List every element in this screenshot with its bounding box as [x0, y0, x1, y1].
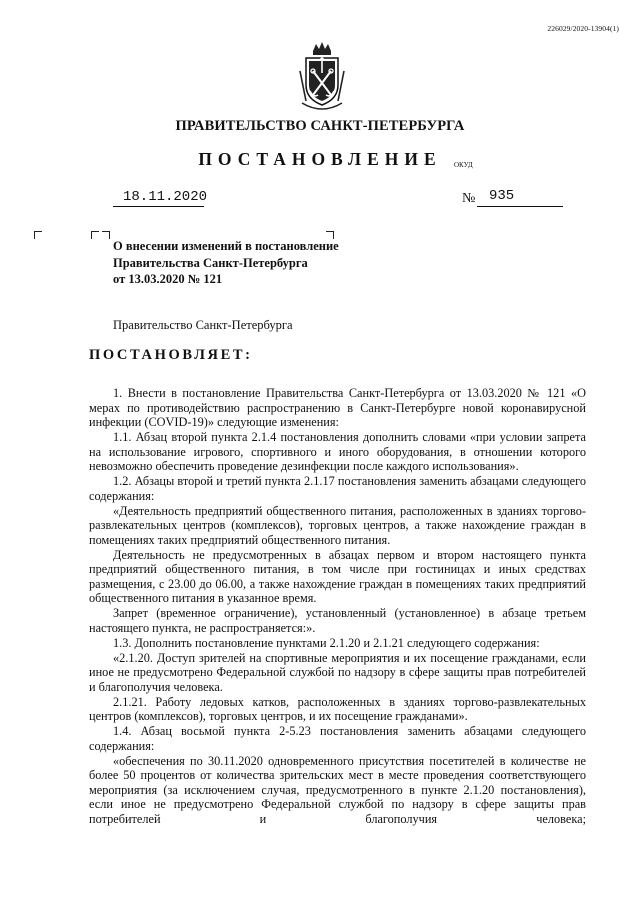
- corner-mark: [91, 231, 99, 239]
- decree-number: 935: [489, 188, 515, 204]
- decree-body: [89, 386, 586, 827]
- date-underline: [113, 206, 204, 207]
- body-paragraph: 1.2. Абзацы второй и третий пункта 2.1.17 постановления заменить абзацами следующего содержания:: [89, 474, 586, 503]
- okud-label: ОКУД: [454, 161, 473, 169]
- subject-line: Правительства Санкт-Петербурга: [113, 255, 308, 270]
- preamble: Правительство Санкт-Петербурга: [113, 318, 293, 332]
- decides-heading: ПОСТАНОВЛЯЕТ:: [89, 347, 253, 363]
- body-paragraph: Запрет (временное ограничение), установленный (установленное) в абзаце третьем настоящего пункта, не распространяется:».: [89, 606, 586, 635]
- body-paragraph: Деятельность не предусмотренных в абзацах первом и втором настоящего пункта предприятий общественного питания, в том числе при гостиницах и иных средствах размещения, с 23.00 до 06.00, а также нахождение граждан в помещениях таких предприятий общественного питания в указанное время.: [89, 547, 586, 605]
- number-sign: №: [462, 191, 476, 206]
- number-underline: [477, 206, 563, 207]
- subject-line: от 13.03.2020 № 121: [113, 272, 223, 286]
- body-paragraph: «Деятельность предприятий общественного питания, расположенных в зданиях торгово-развлекательных центров (комплексов), торговых центров, а также нахождение граждан в помещениях таких предприятий общественного питания.: [89, 503, 586, 547]
- decree-date: 18.11.2020: [123, 189, 208, 205]
- decree-subject: [113, 238, 339, 288]
- government-title: ПРАВИТЕЛЬСТВО САНКТ-ПЕТЕРБУРГА: [175, 118, 465, 134]
- body-paragraph: «обеспечения по 30.11.2020 одновременного присутствия посетителей в количестве не более 50 процентов от количества зрительских мест в месте проведения соответствующего мероприятия (за исключением случая, предусмотренного в пункте 2.1.20 постановления), если иное не предусмотрено Федеральной службой по надзору в сфере защиты прав потребителей и благополучия человека;: [89, 753, 586, 826]
- body-paragraph: «2.1.20. Доступ зрителей на спортивные мероприятия и их посещение гражданами, если иное не предусмотрено Федеральной службой по надзору в сфере защиты прав потребителей и благополучия человека.: [89, 650, 586, 694]
- corner-mark: [102, 231, 110, 239]
- document-id: 226029/2020-13904(1): [547, 24, 619, 33]
- corner-mark: [34, 231, 42, 239]
- body-paragraph: 2.1.21. Работу ледовых катков, расположенных в зданиях торгово-развлекательных центров (комплексов), торговых центров, и их посещение гражданами».: [89, 694, 586, 723]
- body-paragraph: 1. Внести в постановление Правительства Санкт-Петербурга от 13.03.2020 № 121 «О мерах по противодействию распространению в Санкт-Петербурге новой коронавирусной инфекции (COVID-19)» следующие изменения:: [89, 386, 586, 429]
- body-paragraph: 1.3. Дополнить постановление пунктами 2.1.20 и 2.1.21 следующего содержания:: [113, 635, 540, 650]
- st-petersburg-coat-of-arms-icon: [296, 41, 348, 113]
- body-paragraph: 1.4. Абзац восьмой пункта 2-5.23 постановления заменить абзацами следующего содержания:: [89, 724, 586, 753]
- decree-title: ПОСТАНОВЛЕНИЕ: [198, 149, 442, 169]
- body-paragraph: 1.1. Абзац второй пункта 2.1.4 постановления дополнить словами «при условии запрета на использование игрового, спортивного и иного оборудования, в отношении которого невозможно обеспечить проведение дезинфекции после каждого использования».: [89, 430, 586, 473]
- subject-line: О внесении изменений в постановление: [113, 239, 339, 253]
